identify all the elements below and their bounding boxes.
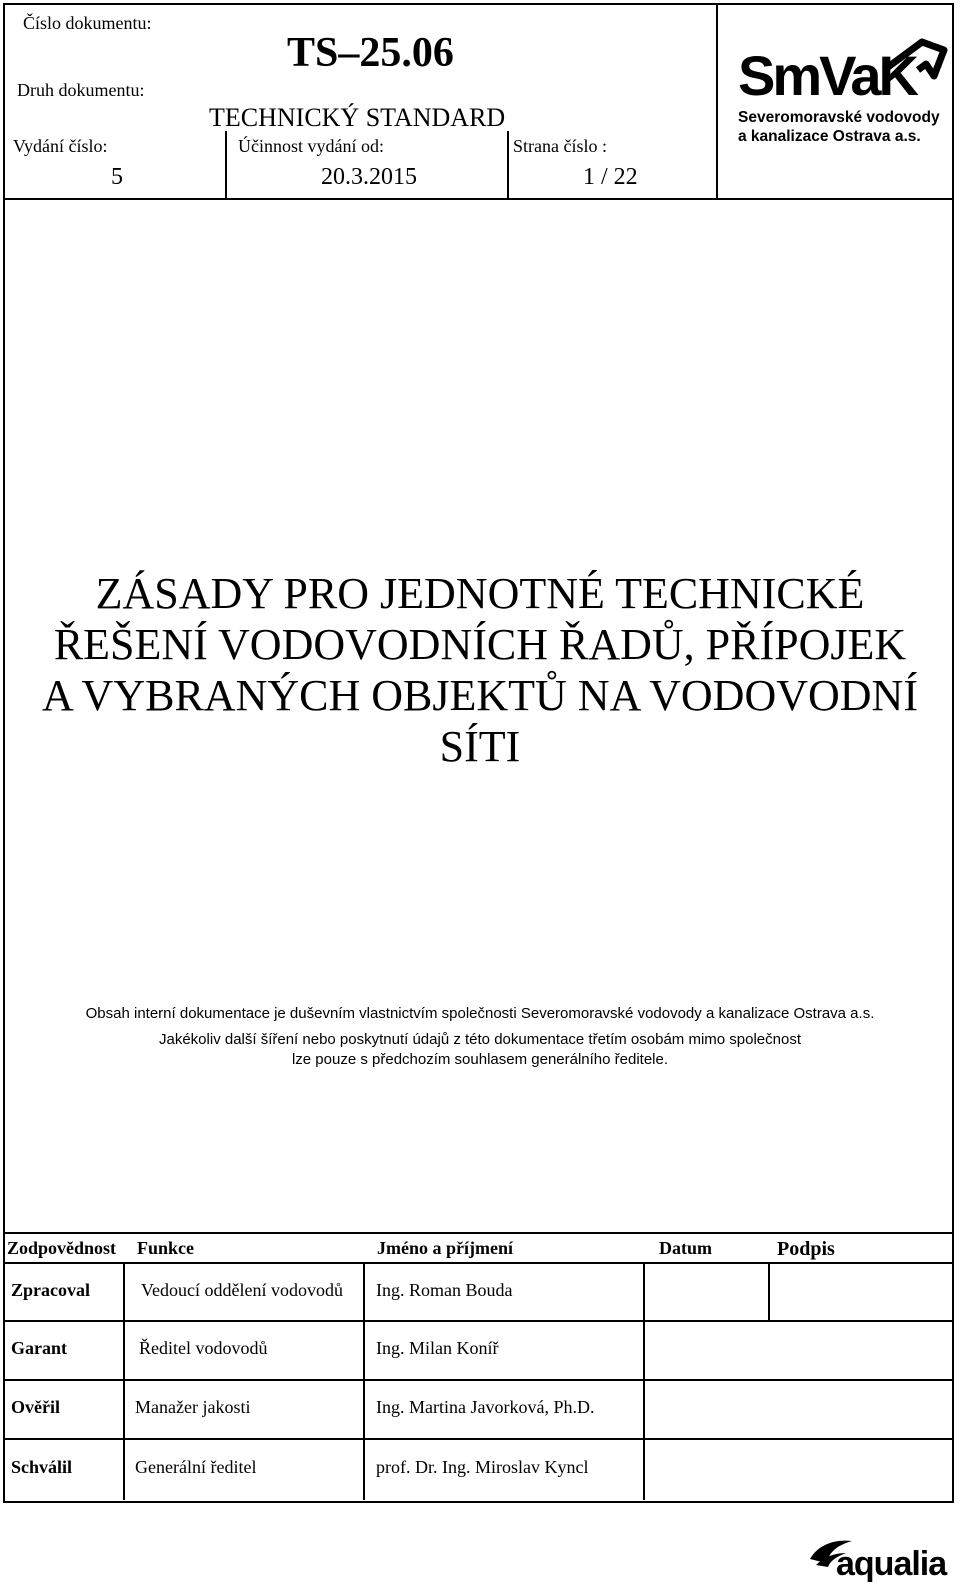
table-rule — [3, 1379, 954, 1381]
table-rule — [3, 1438, 954, 1440]
doc-number: TS–25.06 — [287, 30, 454, 76]
aqualia-logo — [808, 1535, 958, 1591]
issue-value: 5 — [111, 164, 123, 190]
doc-number-label: Číslo dokumentu: — [23, 13, 152, 33]
doc-type: TECHNICKÝ STANDARD — [209, 103, 506, 132]
responsibility-table — [3, 1232, 954, 1500]
table-row-function: Manažer jakosti — [135, 1397, 251, 1417]
smvak-logo — [738, 38, 953, 153]
title-line: ZÁSADY PRO JEDNOTNÉ TECHNICKÉ — [95, 569, 865, 618]
doc-type-label: Druh dokumentu: — [17, 80, 145, 100]
table-row-function: Vedoucí oddělení vodovodů — [141, 1280, 343, 1300]
table-header-name: Jméno a příjmení — [377, 1238, 513, 1258]
table-rule — [643, 1262, 645, 1500]
roof-icon — [878, 36, 948, 96]
header-divider — [225, 131, 227, 198]
table-header-responsibility: Zodpovědnost — [7, 1238, 117, 1258]
table-row-name: Ing. Milan Koníř — [376, 1338, 499, 1358]
document-title — [0, 568, 960, 772]
notice-line-1: Obsah interní dokumentace je duševním vlastnictvím společnosti Severomoravské vodovody a kanalizace Ostrava a.s. — [85, 1005, 875, 1022]
table-row-function: Ředitel vodovodů — [139, 1338, 268, 1358]
title-line: SÍTI — [439, 722, 521, 771]
table-rule — [3, 1262, 954, 1264]
smvak-logo-line1: Severomoravské vodovody — [738, 109, 940, 126]
table-row-name: Ing. Martina Javorková, Ph.D. — [376, 1397, 595, 1417]
smvak-logo-line2: a kanalizace Ostrava a.s. — [738, 128, 921, 145]
table-rule — [363, 1262, 365, 1500]
table-row-role: Garant — [11, 1338, 67, 1358]
title-line: A VYBRANÝCH OBJEKTŮ NA VODOVODNÍ — [42, 671, 918, 720]
table-header-signature: Podpis — [777, 1238, 835, 1260]
aqualia-logo-wordmark: aqualia — [836, 1545, 947, 1583]
table-row-name: prof. Dr. Ing. Miroslav Kyncl — [376, 1457, 589, 1477]
table-row-role: Zpracoval — [11, 1280, 90, 1300]
table-row-function: Generální ředitel — [135, 1457, 257, 1477]
effective-label: Účinnost vydání od: — [238, 136, 384, 156]
table-rule — [3, 1232, 954, 1234]
table-header-date: Datum — [659, 1238, 712, 1258]
notice-line-3: lze pouze s předchozím souhlasem generálního ředitele. — [291, 1051, 669, 1068]
issue-label: Vydání číslo: — [13, 136, 108, 156]
header-divider — [716, 3, 718, 198]
table-rule — [768, 1262, 770, 1320]
title-line: ŘEŠENÍ VODOVODNÍCH ŘADŮ, PŘÍPOJEK — [53, 620, 907, 669]
effective-value: 20.3.2015 — [321, 164, 417, 190]
notice-line-2: Jakékoliv další šíření nebo poskytnutí údajů z této dokumentace třetím osobám mimo společnost — [159, 1031, 801, 1048]
page-value: 1 / 22 — [583, 164, 638, 190]
smvak-logo-brand: SmVaK — [738, 44, 916, 107]
table-row-role: Ověřil — [11, 1397, 60, 1417]
table-rule — [3, 1320, 954, 1322]
table-row-role: Schválil — [11, 1457, 73, 1477]
header-divider — [507, 131, 509, 198]
table-row-name: Ing. Roman Bouda — [376, 1280, 513, 1300]
table-header-function: Funkce — [137, 1238, 195, 1258]
page-label: Strana číslo : — [513, 136, 607, 156]
table-rule — [123, 1262, 125, 1500]
